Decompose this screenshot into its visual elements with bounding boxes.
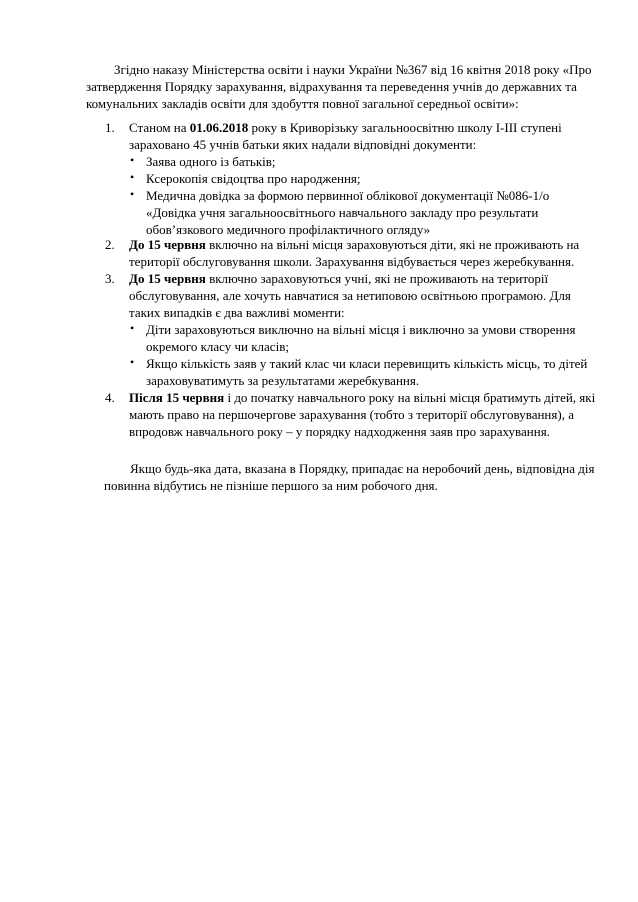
list-item-text — [129, 270, 605, 321]
sub-item-text: Медична довідка за формою первинної облікової документації №086-1/о «Довідка учня загальноосвітнього навчального закладу про результати обов’язкового медичного профілактичного огляду» — [146, 188, 550, 237]
item-highlight: До 15 червня — [129, 237, 206, 252]
intro-paragraph: Згідно наказу Міністерства освіти і науки України №367 від 16 квітня 2018 року «Про затвердження Порядку зарахування, відрахування та переведення учнів до державних та комунальних закладів освіти для здобуття повної загальної середньої освіти»: — [86, 62, 592, 111]
item-highlight: Після 15 червня — [129, 390, 225, 405]
sub-item-text: Ксерокопія свідоцтва про народження; — [146, 171, 361, 186]
item-text-body: і до початку навчального року на вільні місця братимуть дітей, які мають право на першочергове зарахування (тобто з території обслуговування), а впродовж навчального року – у порядку надходження заяв про зарахування. — [129, 390, 596, 439]
list-number: 3. — [105, 271, 115, 286]
bullet-icon: • — [130, 355, 135, 369]
item-text-body: року в Криворізьку загальноосвітню школу І-ІІІ ступені зараховано 45 учнів батьки яких надали відповідні документи: — [129, 120, 562, 152]
item-text-body: включно зараховуються учні, які не проживають на території обслуговування, але хочуть навчатися за нетиповою освітньою програмою. Для таких випадків є два важливі моменти: — [129, 271, 571, 320]
bullet-icon: • — [130, 170, 135, 184]
list-item-text — [129, 236, 605, 270]
list-number: 1. — [105, 120, 115, 135]
list-number: 4. — [105, 390, 115, 405]
item-text-body: включно на вільні місця зараховуються діти, які не проживають на території обслуговування школи. Зарахування відбувається через жеребкування. — [129, 237, 580, 269]
sub-item-text: Діти зараховуються виключно на вільні місця і виключно за умови створення окремого класу чи класів; — [146, 322, 576, 354]
sub-item-text: Якщо кількість заяв у такий клас чи класи перевищить кількість місць, то дітей зараховуватимуть за результатами жеребкування. — [146, 356, 588, 388]
sub-item-text: Заява одного із батьків; — [146, 154, 276, 169]
item-highlight: 01.06.2018 — [189, 120, 249, 135]
list-item-text — [129, 389, 605, 440]
bullet-icon: • — [130, 321, 135, 335]
item-text-lead: Станом на — [129, 120, 190, 135]
bullet-icon: • — [130, 153, 135, 167]
list-number: 2. — [105, 237, 115, 252]
closing-paragraph: Якщо будь-яка дата, вказана в Порядку, припадає на неробочий день, відповідна дія повинна відбутись не пізніше першого за ним робочого дня. — [104, 461, 595, 493]
bullet-icon: • — [130, 187, 135, 201]
item-highlight: До 15 червня — [129, 271, 206, 286]
list-item-text — [129, 119, 605, 153]
